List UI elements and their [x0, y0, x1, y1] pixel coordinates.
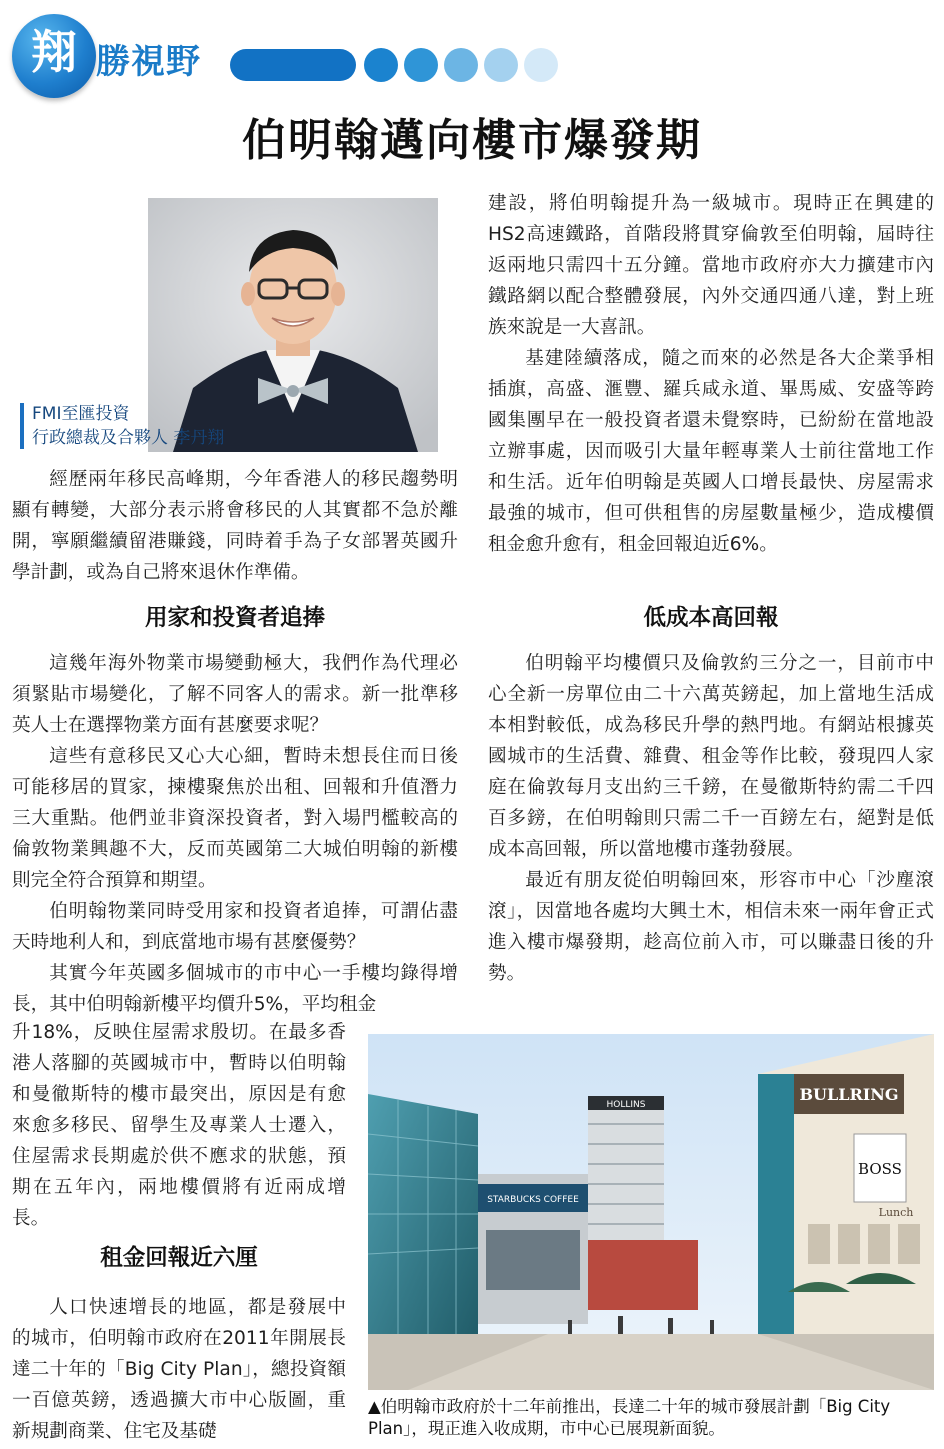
- section-heading: 低成本高回報: [643, 605, 779, 631]
- header-decor-dot: [444, 48, 478, 82]
- author-title: 行政總裁及合夥人 李丹翔: [32, 428, 225, 448]
- bullring-sign: BULLRING: [799, 1085, 899, 1104]
- section-2-body: [12, 1292, 346, 1447]
- intro-paragraph: [12, 464, 458, 588]
- author-photo: [148, 198, 438, 452]
- paragraph: 伯明翰平均樓價只及倫敦約三分之一，目前市中心全新一房單位由二十六萬英鎊起，加上當地生活成本相對較低，成為移民升學的熱門地。有網站根據英國城市的生活費、雜費、租金等作比較，發現四人家庭在倫敦每月支出約三千鎊，在曼徹斯特約需二千四百多鎊，在伯明翰則只需二千一百鎊左右，絕對是低成本高回報，所以當地樓市蓬勃發展。: [488, 653, 934, 860]
- header-decor-dot: [404, 48, 438, 82]
- starbucks-sign: STARBUCKS COFFEE: [487, 1195, 579, 1205]
- paragraph: 伯明翰物業同時受用家和投資者追捧，可謂佔盡天時地利人和，到底當地市場有甚麼優勢？: [12, 901, 458, 953]
- lunch-sign: Lunch: [878, 1206, 914, 1219]
- section-1-body: [12, 648, 458, 1020]
- paragraph: 其實今年英國多個城市的市中心一手樓均錄得增長，其中伯明翰新樓平均價升5%，平均租金: [12, 963, 458, 1015]
- intro-text: 經歷兩年移民高峰期，今年香港人的移民趨勢明顯有轉變，大部分表示將會移民的人其實都不急於離開，寧願繼續留港賺錢，同時着手為子女部署英國升學計劃，或為自己將來退休作準備。: [12, 469, 458, 583]
- photo-caption: ▲伯明翰市政府於十二年前推出，長達二十年的城市發展計劃「Big City Plan」，現正進入收成期，市中心已展現新面貌。: [368, 1397, 891, 1438]
- boss-sign: BOSS: [858, 1160, 902, 1178]
- paragraph: 基建陸續落成，隨之而來的必然是各大企業爭相插旗，高盛、滙豐、羅兵咸永道、畢馬威、安盛等跨國集團早在一般投資者還未覺察時，已紛紛在當地設立辦事處，因而吸引大量年輕專業人士前往當地工作和生活。近年伯明翰是英國人口增長最快、房屋需求最強的城市，但可供租售的房屋數量極少，造成樓價租金愈升愈有，租金回報迫近6%。: [488, 348, 934, 555]
- header-decor-dot: [524, 48, 558, 82]
- section-1-body-continued: [12, 1017, 346, 1234]
- paragraph: 人口快速增長的地區，都是發展中的城市，伯明翰市政府在2011年開展長達二十年的「Big City Plan」，總投資額一百億英鎊，透過擴大市中心版圖，重新規劃商業、住宅及基礎: [12, 1297, 346, 1442]
- header-decor-bar: [230, 49, 356, 81]
- paragraph: 這幾年海外物業市場變動極大，我們作為代理必須緊貼市場變化，了解不同客人的需求。新一批準移英人士在選擇物業方面有甚麼要求呢？: [12, 653, 458, 736]
- paragraph: 升18%，反映住屋需求殷切。在最多香港人落腳的英國城市中，暫時以伯明翰和曼徹斯特的樓市最突出，原因是有愈來愈多移民、留學生及專業人士遷入，住屋需求長期處於供不應求的狀態，預期在五年內，兩地樓價將有近兩成增長。: [12, 1022, 346, 1229]
- section-heading: 用家和投資者追捧: [144, 605, 325, 631]
- rotunda-sign: HOLLINS: [606, 1100, 646, 1110]
- article-title: 伯明翰邁向樓市爆發期: [242, 115, 702, 166]
- birmingham-city-photo: [368, 1034, 934, 1390]
- column-name: 勝視野: [96, 42, 201, 82]
- header-decor-dot: [364, 48, 398, 82]
- paragraph: 最近有朋友從伯明翰回來，形容市中心「沙塵滾滾」，因當地各處均大興土木，相信未來一兩年會正式進入樓市爆發期，趁高位前入市，可以賺盡日後的升勢。: [488, 870, 934, 984]
- section-3-body: [488, 648, 934, 989]
- author-portrait-illustration: [148, 198, 438, 452]
- section-heading: 租金回報近六厘: [100, 1245, 258, 1271]
- header-decor-dot: [484, 48, 518, 82]
- paragraph: 這些有意移民又心大心細，暫時未想長住而日後可能移居的買家，揀樓聚焦於出租、回報和升值潛力三大重點。他們並非資深投資者，對入場門檻較高的倫敦物業興趣不大，反而英國第二大城伯明翰的新樓則完全符合預算和期望。: [12, 746, 458, 891]
- caption-accent-bar: [20, 403, 24, 449]
- right-column-top: [488, 188, 934, 560]
- column-logo-character: 翔: [31, 25, 77, 79]
- paragraph: 建設，將伯明翰提升為一級城市。現時正在興建的HS2高速鐵路，首階段將貫穿倫敦至伯明翰，屆時往返兩地只需四十五分鐘。當地市政府亦大力擴建市內鐵路網以配合整體發展，內外交通四通八達，對上班族來說是一大喜訊。: [488, 193, 934, 338]
- city-street-illustration: [368, 1034, 934, 1390]
- author-company: FMI至匯投資: [32, 404, 130, 424]
